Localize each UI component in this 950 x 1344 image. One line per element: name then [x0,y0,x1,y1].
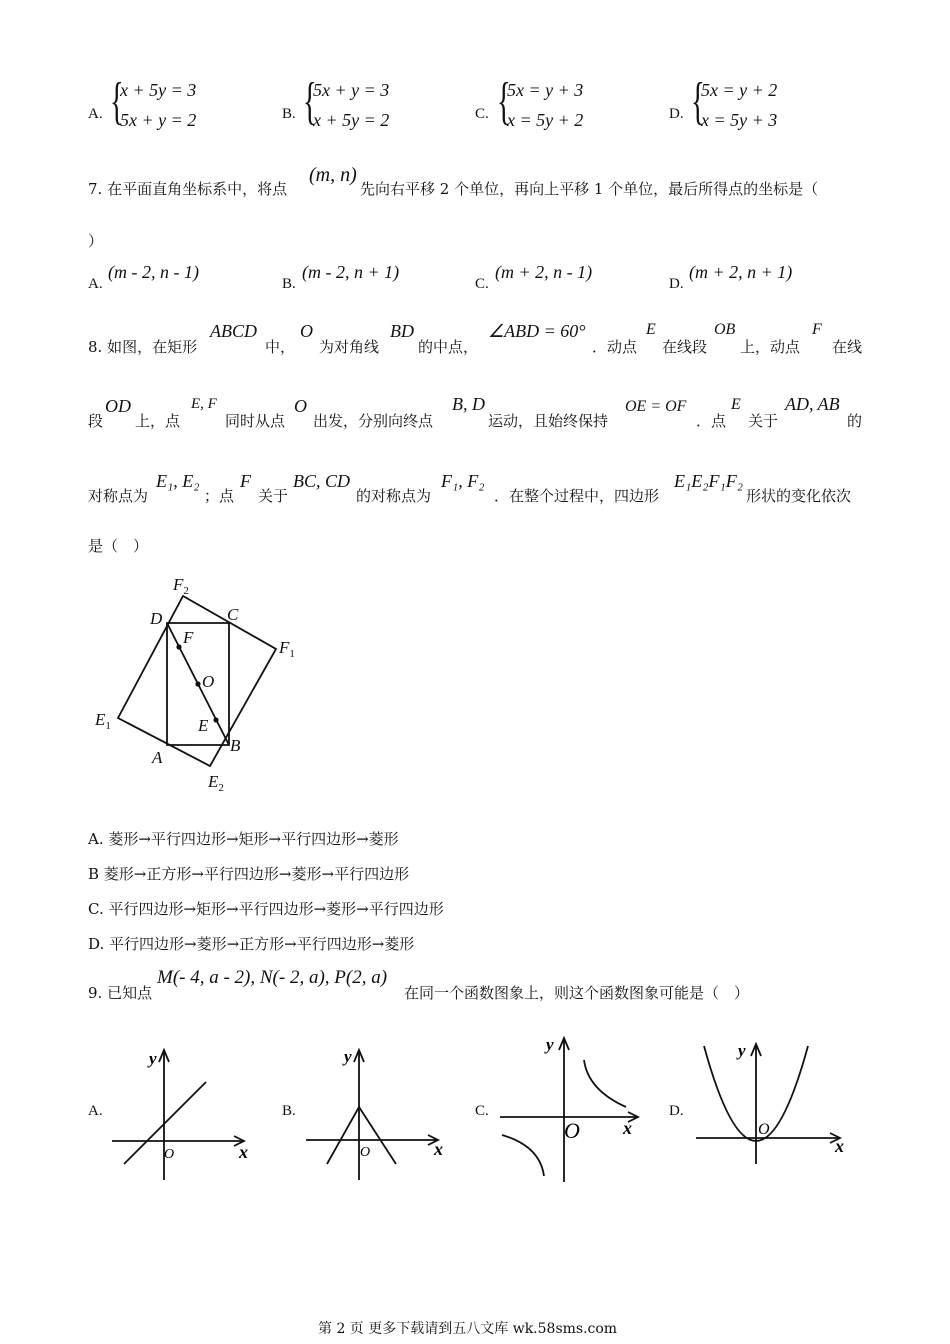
x-axis-label: x [434,1139,443,1159]
label-o: O [202,672,215,691]
equation-1: 5x + y = 3 [313,80,390,100]
page-footer: 第 2 页 更多下载请到五八文库 wk.58sms.com [318,1321,618,1337]
math: F [240,471,251,491]
text: 对称点为 [88,487,149,505]
label-b: B [230,736,241,755]
q8-option-b: B 菱形→正方形→平行四边形→菱形→平行四边形 [88,865,410,883]
label-e1: $E_1$ [95,710,111,732]
x-axis-label: x [623,1118,632,1138]
option-letter: A. [88,276,103,292]
y-axis-label: y [738,1041,746,1060]
text: 是（ ） [88,537,149,555]
math: E₁E₂F₁F₂ [674,471,744,491]
option-letter: B. [282,106,296,122]
point-e [213,717,218,722]
math: OE = OF [625,398,687,415]
option-letter: B. [282,276,296,292]
equation-2: x = 5y + 2 [507,110,584,130]
origin-label: O [360,1145,371,1160]
q7-text-a: 7. 在平面直角坐标系中，将点 [88,180,288,198]
q7-option-b: (m - 2, n + 1) [302,262,400,282]
text: ；点 [204,487,235,505]
y-axis-label: y [149,1049,157,1068]
label-a: A [152,748,163,767]
text: 的中点， [418,338,479,356]
x-axis-label: x [239,1142,248,1162]
brace-icon: { [497,73,511,130]
text: 出发，分别向终点 [313,412,434,430]
math: OB [714,321,736,338]
text: 在线段 [662,338,708,356]
origin-label: O [564,1118,580,1143]
option-letter: C. [475,276,489,292]
text: ．动点 [592,338,638,356]
option-letter: C. [475,1103,489,1119]
math: BD [390,321,414,341]
text: 上，点 [135,412,181,430]
brace-icon: { [691,73,705,130]
text: 8. 如图，在矩形 [88,338,198,356]
math: E, F [191,396,217,412]
y-axis-label: y [546,1035,554,1054]
graph-c [496,1030,646,1185]
option-letter: B. [282,1103,296,1119]
q9-suffix: 在同一个函数图象上，则这个函数图象可能是（ ） [404,984,750,1002]
q8-option-a: A. 菱形→平行四边形→矩形→平行四边形→菱形 [88,830,399,848]
text: 关于 [258,487,289,505]
math: O [294,396,307,416]
option-letter: D. [669,276,684,292]
label-c: C [227,605,239,624]
x-axis-label: x [835,1136,844,1156]
equation-2: x = 5y + 3 [701,110,778,130]
label-f2: $F_2$ [173,575,189,597]
q7-option-d: (m + 2, n + 1) [689,262,793,282]
label-e: E [198,716,209,735]
math: OD [105,396,131,416]
text: 段 [88,412,104,430]
text: 为对角线 [319,338,380,356]
q7-text-close: ） [88,232,104,250]
q7-text-b: 先向右平移 2 个单位，再向上平移 1 个单位，最后所得点的坐标是（ [360,180,819,198]
origin-label: O [758,1121,770,1138]
math: E [731,396,741,413]
option-letter: A. [88,1103,103,1119]
brace-icon: { [110,73,124,130]
math: BC, CD [293,471,351,491]
math: B, D [452,394,485,414]
equation-1: 5x = y + 3 [507,80,584,100]
option-letter: D. [669,106,684,122]
q7-option-a: (m - 2, n - 1) [108,262,199,282]
graph-a [108,1040,258,1185]
text: 关于 [748,412,779,430]
q9-points: M(- 4, a - 2), N(- 2, a), P(2, a) [157,967,388,988]
text: 的对称点为 [356,487,432,505]
q7-option-c: (m + 2, n - 1) [495,262,593,282]
math: ABCD [210,321,257,341]
hyperbola-branch-2 [502,1135,544,1176]
text: 形状的变化依次 [746,487,852,505]
text: 运动，且始终保持 [488,412,609,430]
math: F₁, F₂ [441,471,485,491]
q8-option-c: C. 平行四边形→矩形→平行四边形→菱形→平行四边形 [88,900,444,918]
graph-d [692,1036,852,1166]
option-letter: C. [475,106,489,122]
math: ∠ABD = 60° [488,321,586,341]
math: F [812,321,822,338]
label-e2: $E_2$ [208,772,224,794]
math: AD, AB [785,394,840,414]
option-letter: D. [669,1103,684,1119]
label-f1: $F_1$ [279,638,295,660]
q8-figure [88,570,318,800]
text: 上，动点 [740,338,801,356]
text: 的 [847,412,863,430]
point-f [176,644,181,649]
text: 在线 [832,338,863,356]
q9-prefix: 9. 已知点 [88,984,153,1002]
option-letter: A. [88,106,103,122]
origin-label: O [164,1147,175,1162]
equation-2: 5x + y = 2 [120,110,197,130]
label-f: F [183,628,194,647]
equation-1: x + 5y = 3 [120,80,197,100]
math: O [300,321,313,341]
hyperbola-branch-1 [584,1060,626,1107]
equation-2: x + 5y = 2 [313,110,390,130]
graph-b [302,1040,452,1185]
text: ．点 [696,412,727,430]
y-axis-label: y [344,1047,352,1066]
label-d: D [150,609,163,628]
math: E [646,321,656,338]
text: 中， [265,338,296,356]
equation-1: 5x = y + 2 [701,80,778,100]
q7-point: (m, n) [309,164,357,186]
brace-icon: { [303,73,317,130]
math: E₁, E₂ [156,471,200,491]
text: ．在整个过程中，四边形 [494,487,660,505]
text: 同时从点 [225,412,286,430]
point-o [195,681,200,686]
q8-option-d: D. 平行四边形→菱形→正方形→平行四边形→菱形 [88,935,415,953]
